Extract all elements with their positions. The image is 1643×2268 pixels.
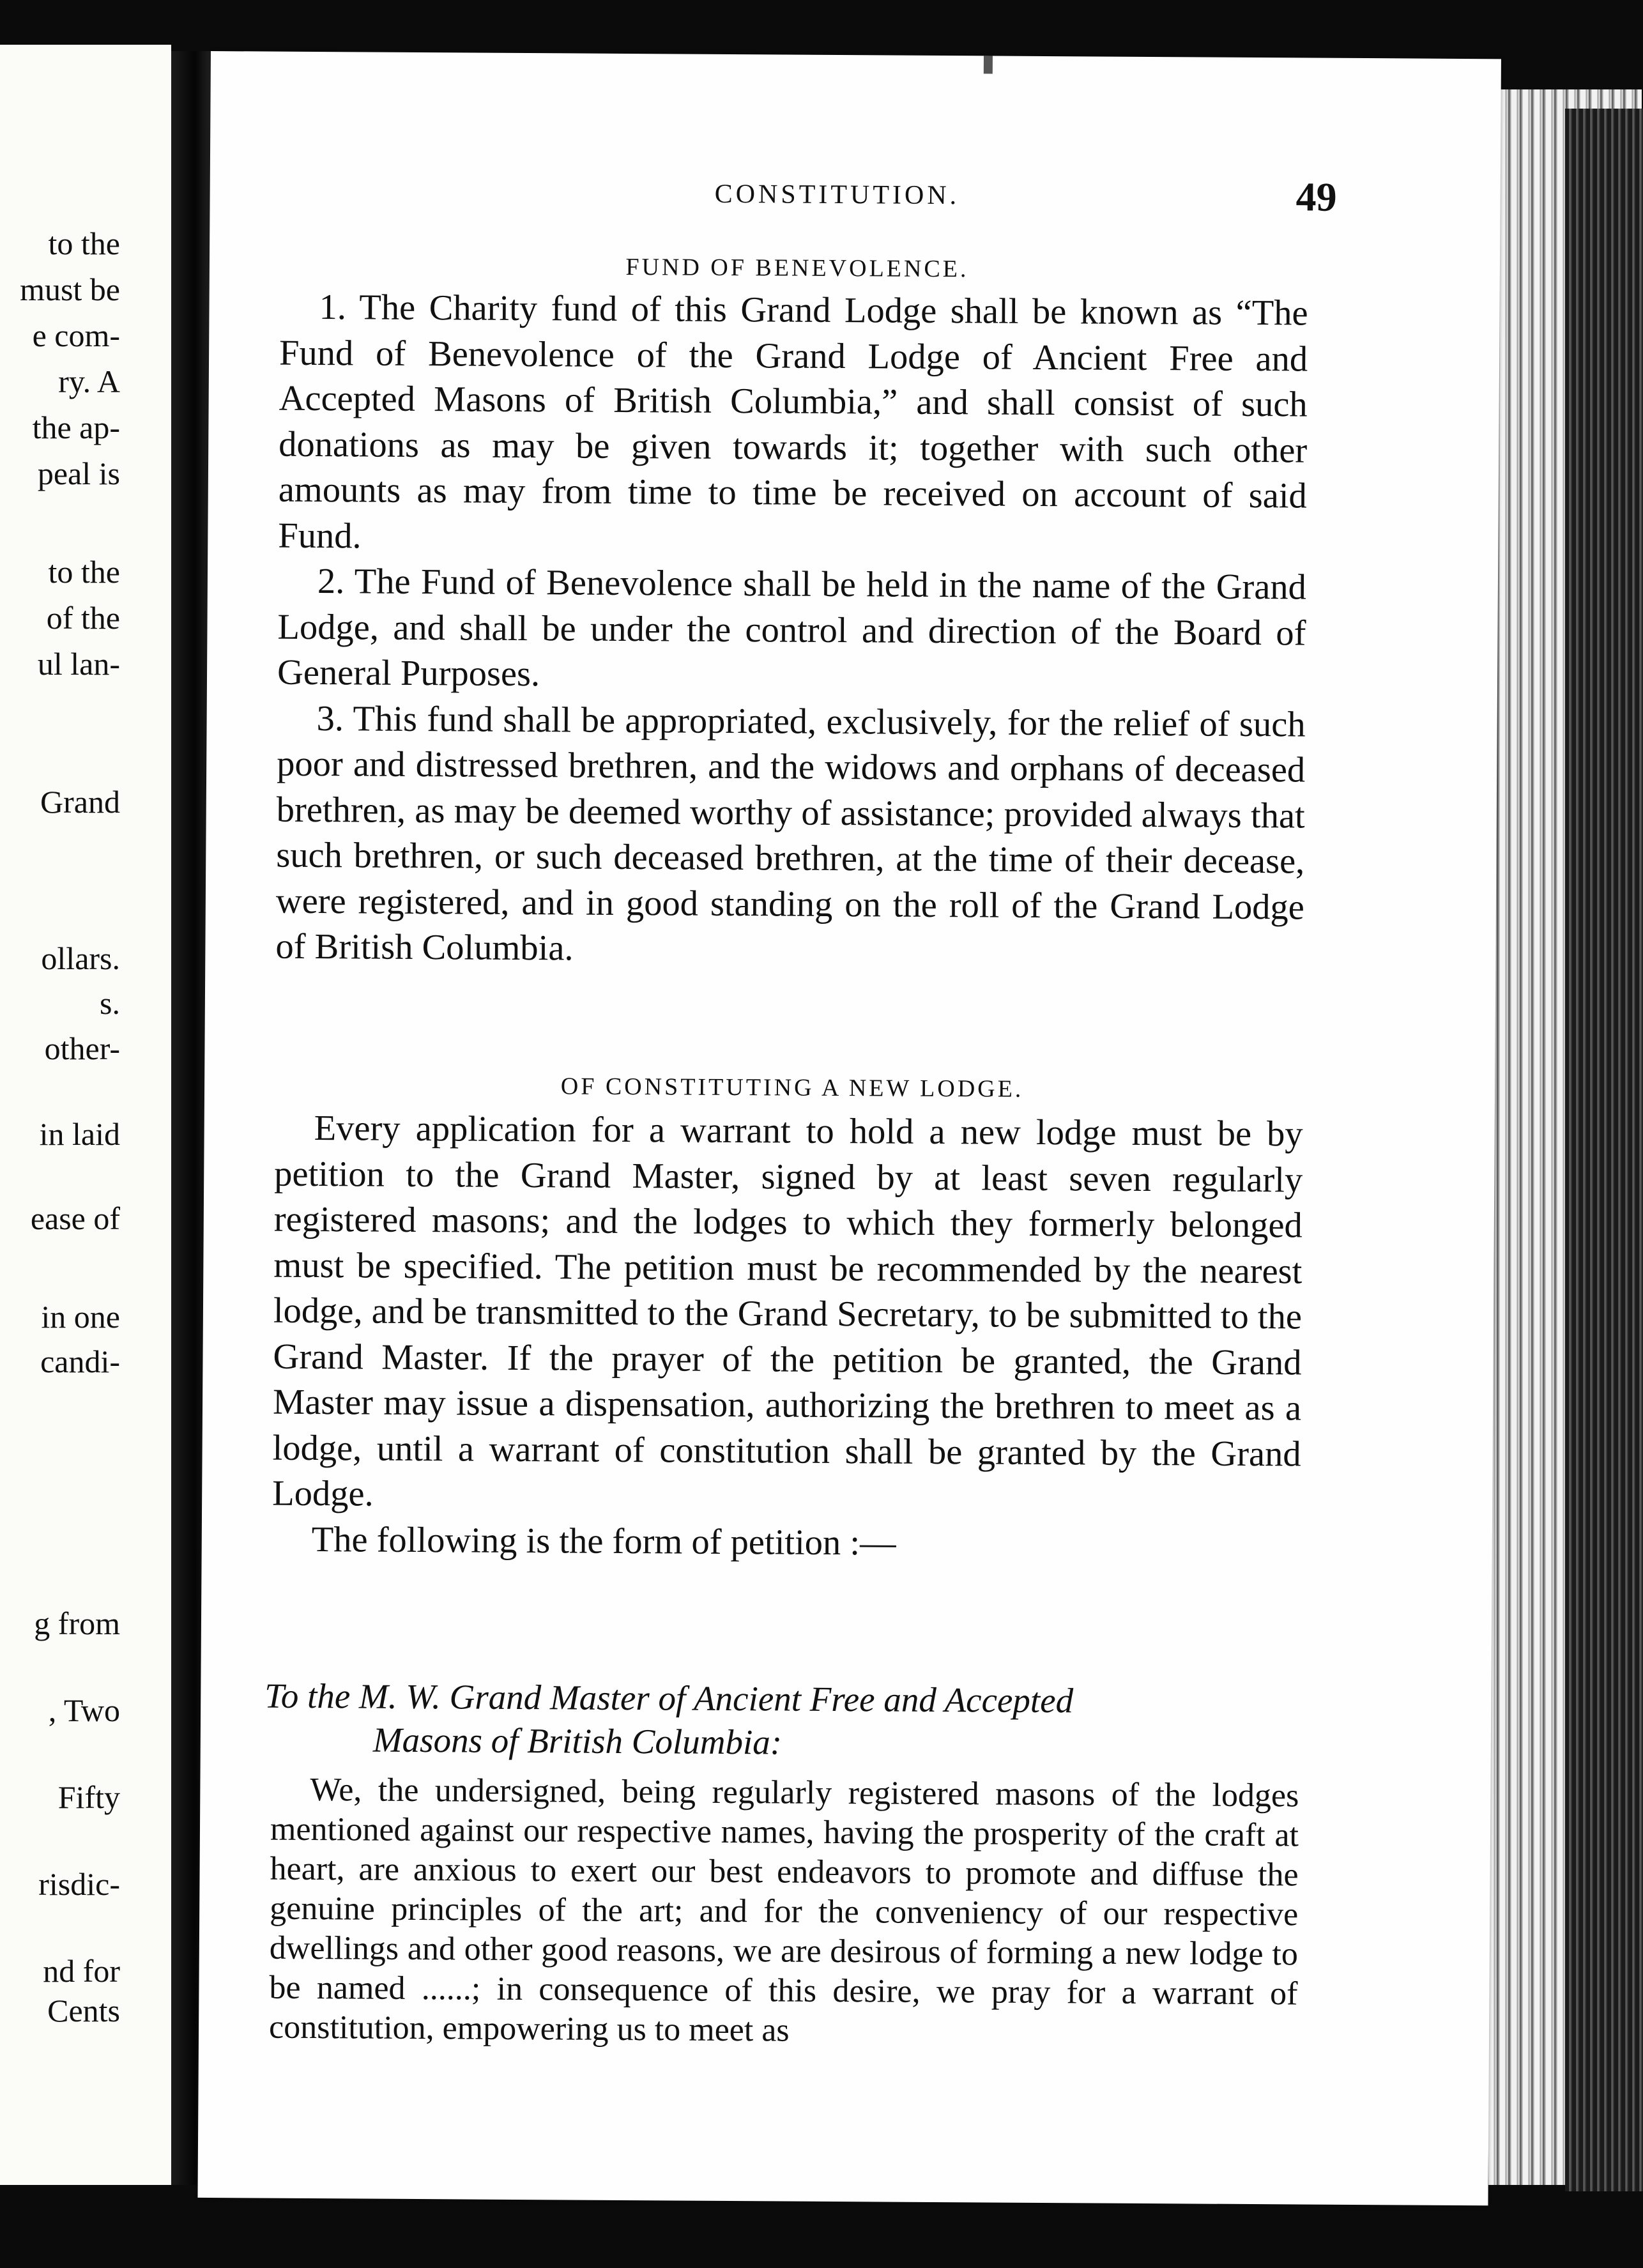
running-title: CONSTITUTION. [714,179,960,211]
left-page-line: Cents [47,1993,120,2028]
left-page-line: candi- [40,1344,120,1379]
paragraph: 3. This fund shall be appropriated, exclusively, for the relief of such poor and distressed brethren, and the widows and orphans of deceased brethren, as may be deemed worthy of assistance; provided always that such brethren, or such deceased brethren, at the time of their decease, were registered, and in good standing on the roll of the Grand Lodge of British Columbia. [275,698,1306,969]
petition-address [264,1674,1306,1768]
running-header [210,176,1500,228]
left-page-line: in laid [39,1116,120,1152]
section-benevolence-body [275,285,1308,976]
page-number: 49 [1295,174,1337,220]
previous-page-fragment [0,45,171,2185]
petition-body [269,1770,1299,2054]
left-page-line: , Two [48,1692,120,1728]
petition-address-line: To the M. W. Grand Master of Ancient Free and Accepted [264,1676,1074,1720]
left-page-line: nd for [43,1953,120,1989]
paragraph: 1. The Charity fund of this Grand Lodge shall be known as “The Fund of Benevolence of the Grand Lodge of Ancient Free and Accepted Masons of British Columbia,” and shall consist of such donations as may be given towards it; together with such other amounts as may from time to time be received on account of said Fund. [278,287,1308,556]
left-page-line: must be [20,272,120,307]
left-page-line: risdic- [38,1866,120,1902]
section-new-lodge-body [272,1106,1303,1569]
left-page-line: e com- [32,318,120,353]
left-page-line: Grand [40,784,120,820]
left-page-line: ul lan- [37,646,120,682]
left-page-line: Fifty [57,1779,120,1815]
book-cover-edge [1565,109,1643,2191]
left-page-line: to the [48,226,120,261]
paragraph: 2. The Fund of Benevolence shall be held in the name of the Grand Lodge, and shall be under the control and direction of the Board of General Purposes. [277,562,1307,694]
paragraph: Every application for a warrant to hold a new lodge must be by petition to the Grand Master, signed by at least seven regularly registered masons; and the lodges to which they formerly belonged must be specified. The petition must be recommended by the nearest lodge, and be transmitted to the Grand Secretary, to be submitted to the Grand Master. If the prayer of the petition be granted, the Grand Master may issue a dispensation, authorizing the brethren to meet as a lodge, until a warrant of constitution shall be granted by the Grand Lodge. [272,1108,1303,1514]
left-page-line: of the [46,600,120,636]
left-page-line: ry. A [58,364,120,399]
left-page-line: to the [48,554,120,590]
section-heading-new-lodge: OF CONSTITUTING A NEW LODGE. [560,1073,1024,1103]
petition-address-line: Masons of British Columbia: [372,1720,783,1762]
left-page-line: g from [34,1605,120,1641]
left-page-line: s. [100,985,120,1021]
book-page [197,51,1501,2205]
section-heading-benevolence: FUND OF BENEVOLENCE. [625,253,969,283]
left-page-line: peal is [37,456,120,491]
left-page-line: in one [41,1299,120,1335]
paragraph: The following is the form of petition :— [311,1519,896,1563]
scan-mark [984,56,993,73]
left-page-line: the ap- [32,410,120,445]
paragraph: We, the undersigned, being regularly registered masons of the lodges mentioned against our respective names, having the prosperity of the craft at heart, are anxious to exert our best endeavors to promote and diffuse the genuine principles of the art; and for the conveniency of our respective dwellings and other good reasons, we are desirous of forming a new lodge to be named ......; in consequence of this desire, we pray for a warrant of constitution, empowering us to meet as [268,1772,1299,2049]
left-page-line: other- [44,1031,120,1066]
left-page-line: ease of [30,1200,120,1236]
left-page-line: ollars. [41,940,120,976]
